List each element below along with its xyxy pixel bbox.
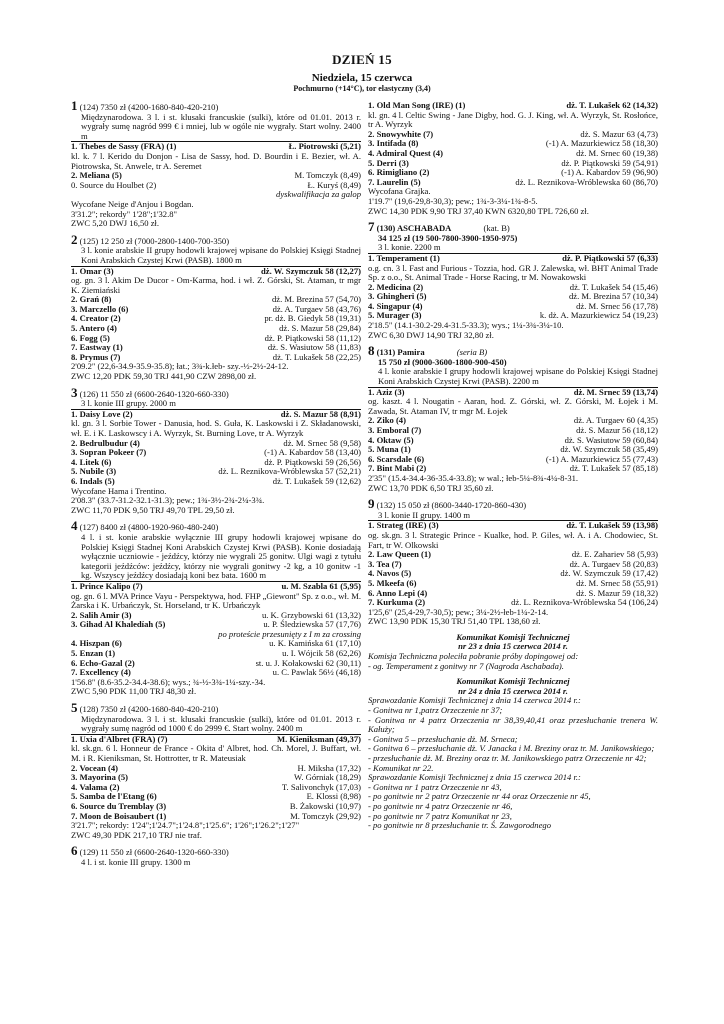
places-list — [71, 764, 361, 822]
horse-name: 2. Bedrulbudur (4) — [71, 437, 140, 448]
winner-pedigree: o.g. cn. 3 l. Fast and Furious - Tozzia, hod. GR J. Zalewska, wł. BHT Animal Trade Sp. z o.o., St. Animal Trade - Horse Racing, tr M. Nowakowski — [368, 262, 658, 283]
race-note: dyskwalifikacja za galop — [276, 189, 361, 200]
winner-row: 1. Aziz (3) dż. M. Srnec 59 (13,74) — [368, 386, 658, 397]
race-time: 2'35" (15.4-34.4-36-35.4-33.8); w wal.; łeb-5¼-8¾-4¼-8-31. — [368, 472, 579, 483]
race-conditions: Międzynarodowa. 3 l. i st. klusaki francuskie (sulki), które od 01.01. 2013 r. wygrały sumę nagród od 1000 € do 2999 €. Start wolny. 2400 m — [81, 713, 361, 734]
places-list — [71, 639, 361, 677]
jockey-odds: E. Klossi (8,98) — [306, 791, 361, 802]
horse-name: 4. Litek (6) — [71, 456, 112, 467]
technical-commission-notice-24 — [368, 677, 658, 831]
race-time: 1'19.7" (19,6-29,8-30,3); pew.; 1¾-3-3¼-1¾-8-5. — [368, 195, 538, 206]
jockey-odds: u. K. Kamińska 61 (17,10) — [269, 638, 361, 649]
horse-name: 8. Prymus (7) — [71, 351, 121, 362]
race-4 — [71, 518, 361, 697]
horse-name: 5. Enzan (1) — [71, 648, 116, 659]
jockey-odds: u. P. Śledziewska 57 (17,76) — [263, 619, 361, 630]
horse-name: 5. Derri (3) — [368, 157, 409, 168]
race-time: 3'31.2"; rekordy" 1'28";1'32.8" — [71, 208, 178, 219]
horse-name: 7. Excellency (4) — [71, 667, 131, 678]
horse-name: 2. Vocean (4) — [71, 762, 119, 773]
race-prize: 34 125 zł (19 500-7800-3900-1950-975) — [378, 232, 518, 243]
horse-name: 2. Ziko (4) — [368, 415, 406, 426]
notice-line: - Gonitwa nr 4 patrz Orzeczenia nr 38,39,40,41 oraz przesłuchanie trenera W. Kałuży; — [368, 714, 658, 735]
horse-name: 6. Rimigliano (2) — [368, 167, 430, 178]
winner-pedigree: kl. gn. 4 l. Celtic Swing - Jane Digby, hod. G. J. King, wł. A. Wyrzyk, St. Rosłońce, tr A. Wyrzyk — [368, 109, 658, 130]
jockey-odds: (-1) A. Mazurkiewicz 55 (77,43) — [545, 453, 658, 464]
jockey-odds: dż. T. Lukašek 57 (85,18) — [569, 463, 658, 474]
race-payouts: ZWC 49,30 PDK 217,10 TRJ nie traf. — [71, 829, 202, 840]
horse-name: 3. Mayorina (5) — [71, 772, 129, 783]
page-title: DZIEŃ 15 — [332, 52, 392, 67]
horse-name: 4. Navos (5) — [368, 568, 412, 579]
notice-line: - po gonitwie nr 4 patrz Orzeczenie nr 46, — [368, 800, 513, 811]
winner-pedigree: og. gn. 3 l. Akim De Ducor - Om-Karma, hod. i wł. Z. Górski, St. Ataman, tr mgr K. Ziemiański — [71, 275, 361, 295]
notice-line: Komisja Techniczna poleciła pobranie próby dopingowej od: — [368, 651, 579, 662]
horse-name: 5. Mkeefa (6) — [368, 577, 417, 588]
race-conditions: Międzynarodowa. 3 l. i st. klusaki francuskie (sulki), które od 01.01. 2013 r. wygrały sumę nagród 999 € i mniej, lub w ogóle nie wygrały. Start wolny. 2400 m — [81, 111, 361, 141]
race-header: (128) 7350 zł (4200-1680-840-420-210) — [79, 704, 219, 715]
jockey-odds: k. dż. A. Mazurkiewicz 54 (19,23) — [539, 310, 658, 321]
jockey-odds: u. K. Grzybowski 61 (13,32) — [261, 609, 361, 620]
jockey-odds: B. Żakowski (10,97) — [289, 800, 361, 811]
race-number: 3 — [71, 384, 78, 400]
places-list — [368, 550, 658, 608]
horse-name: 6. Indals (5) — [71, 475, 115, 486]
race-category: (kat. B) — [483, 223, 510, 234]
notice-line: - po gonitwie nr 8 przesłuchanie tr. Ś. Zawgorodnego — [368, 820, 552, 831]
horse-name: 4. Singapur (4) — [368, 300, 423, 311]
race-number: 4 — [71, 518, 78, 534]
right-column — [368, 101, 658, 831]
race-2 — [71, 231, 361, 382]
race-note: po proteście przesunięty z I m za crossing — [218, 628, 361, 639]
winner-row: 1. Daisy Love (2) dż. S. Mazur 58 (8,91) — [71, 408, 361, 419]
horse-name: 6. Scarsdale (6) — [368, 453, 425, 464]
horse-name: 7. Eastway (1) — [71, 342, 123, 353]
race-time: 2'18.5" (14.1-30.2-29.4-31.5-33.3); wys.; 1¼-3¾-3¼-10. — [368, 320, 564, 331]
race-number: 5 — [71, 700, 78, 716]
race-number: 7 — [368, 219, 375, 235]
day-subtitle: Niedziela, 15 czerwca — [311, 72, 413, 84]
horse-name: 4. Admiral Quest (4) — [368, 147, 443, 158]
jockey-odds: st. u. J. Kołakowski 62 (30,11) — [255, 657, 361, 668]
horse-name: 5. Murager (3) — [368, 310, 422, 321]
horse-name: 4. Valama (2) — [71, 781, 120, 792]
jockey-odds: dż. W. Szymczuk 58 (35,49) — [560, 444, 658, 455]
jockey-odds: M. Tomczyk (29,92) — [290, 810, 361, 821]
jockey-odds: T. Salivonchyk (17,03) — [281, 781, 361, 792]
jockey-odds: dż. S. Mazur 63 (4,73) — [580, 128, 658, 139]
winner-row: 1. Temperament (1) dż. P. Piątkowski 57 (6,33) — [368, 252, 658, 263]
race-9 — [368, 496, 658, 627]
jockey-odds: dż. L. Reznikova-Wróblewska 57 (52,21) — [218, 466, 361, 477]
notice-body — [368, 652, 658, 671]
jockey-odds: dż. T. Lukašek 54 (15,46) — [569, 281, 658, 292]
winner-row: 1. Uxia d'Albret (FRA) (7) M. Kieniksman (49,37) — [71, 733, 361, 744]
race-conditions: 3 l. konie III grupy. 2000 m — [81, 398, 176, 409]
winner-pedigree: kl. gn. 3 l. Sorbie Tower - Danusia, hod. S. Guła, K. Laskowski i Z. Składanowski, wł. E. i K. Laskowscy i A. Wyrzyk, St. Burning Love, tr A. Wyrzyk — [71, 418, 361, 438]
race-time: 2'08.3" (33.7-31.2-32.1-31.3); pew.; 1¾-3½-2¾-2¼-3¾. — [71, 495, 265, 506]
winner-pedigree: kl. sk.gn. 6 l. Honneur de France - Okita d' Albret, hod. Ch. Morel, J. Buffart, wł. M. i R. Kieniksman, St. Hottrotter, tr R. Mateusiak — [71, 743, 361, 763]
horse-name: 3. Ghingheri (5) — [368, 291, 427, 302]
race-payouts: ZWC 11,70 PDK 9,50 TRJ 49,70 TPL 29,50 zł. — [71, 504, 235, 515]
place-row: 2. Meliana (5) M. Tomczyk (8,49) — [71, 170, 361, 181]
horse-name: 7. Bint Mabi (2) — [368, 463, 427, 474]
race-payouts: ZWC 6,30 DWJ 14,90 TRJ 32,80 zł. — [368, 329, 494, 340]
horse-name: 7. Kurkuma (2) — [368, 597, 426, 608]
horse-name: 2. Snowywhite (7) — [368, 128, 434, 139]
notice-line: - Gonitwa 5 – przesłuchanie dż. M. Srneca; — [368, 733, 518, 744]
jockey-odds: dż. M. Srnec 58 (55,91) — [576, 577, 658, 588]
race-header: (124) 7350 zł (4200-1680-840-420-210) — [79, 102, 219, 112]
jockey-odds: dż. S. Mazur 58 (29,84) — [279, 323, 361, 334]
notice-line: - og. Temperament z gonitwy nr 7 (Nagroda Aschabada). — [368, 660, 564, 671]
horse-name: 6. Source du Tremblay (3) — [71, 800, 167, 811]
places-list — [368, 283, 658, 321]
jockey-odds: dż. T. Lukašek 59 (12,62) — [272, 475, 361, 486]
jockey-odds: W. Górniak (18,29) — [294, 772, 361, 783]
winner-row: 1. Thebes de Sassy (FRA) (1) Ł. Piotrowski (5,21) — [71, 141, 361, 152]
jockey-odds: (-1) A. Kabardov 59 (96,90) — [561, 167, 658, 178]
horse-name: 2. Medicina (2) — [368, 281, 424, 292]
jockey-odds: u. C. Pawlak 56½ (46,18) — [272, 667, 361, 678]
jockey-odds: dż. M. Brezina 57 (10,34) — [568, 291, 658, 302]
horse-name: 6. Fogg (5) — [71, 332, 110, 343]
horse-name: 4. Creator (2) — [71, 313, 121, 324]
scratched: Wycofane Neige d'Anjou i Bogdan. — [71, 198, 194, 209]
horse-name: 3. Sopran Pokeer (7) — [71, 447, 147, 458]
notice-title: Komunikat Komisji Technicznej — [456, 631, 570, 642]
race-conditions: 4 l. i st. konie arabskie wyłącznie III grupy hodowli krajowej wpisane do Polskiej Księgi Stadnej Koni Arabskich Czystej Krwi (PASB). Konie dosiadają wyłącznie uczniowie - jeźdźcy, którzy nie wygrali 25 gonitw. Ulgi wagi z tytułu kategorii jeźdźców: jeźdźcy, którzy nie wygrali gonitwy -2 kg, a 10 gonitw -1 kg. Wszyscy jeźdźcy dosiadają koni bez bata. 1600 m — [81, 531, 361, 581]
race-6 — [71, 843, 361, 867]
race-header: (125) 12 250 zł (7000-2800-1400-700-350) — [79, 235, 230, 246]
jockey-odds: dż. P. Piątkowski 59 (26,56) — [264, 456, 361, 467]
horse-name: 3. Emboral (7) — [368, 425, 422, 435]
technical-commission-notice-23 — [368, 633, 658, 671]
jockey-odds: dż. S. Wasiutow 58 (11,83) — [267, 342, 361, 353]
winner-pedigree: og. gn. 6 l. MVA Prince Vayu - Perspektywa, hod. FHP „Giewont" Sp. z o.o., wł. M. Żarska i K. Urbańczyk, St. Horseland, tr K. Urbańczyk — [71, 590, 361, 611]
race-category: (seria B) — [456, 347, 488, 358]
race-conditions: 4 l. konie arabskie I grupy hodowli krajowej wpisane do Polskiej Księgi Stadnej Koni Arabskich Czystej Krwi (PASB). 2200 m — [378, 366, 658, 387]
horse-name: 3. Tea (7) — [368, 558, 402, 569]
notice-line: - przesłuchanie dż. M. Breziny oraz tr. M. Janikowskiego patrz Orzeczenie nr 42; — [368, 753, 647, 763]
race-header: (129) 11 550 zł (6600-2640-1320-660-330) — [79, 847, 229, 858]
places-list — [71, 295, 361, 362]
race-number: 6 — [71, 843, 78, 859]
horse-name: 6. Anno Lepi (4) — [368, 587, 428, 598]
weather-conditions: Pochmurno (+14°C), tor elastyczny (3,4) — [293, 84, 431, 93]
notice-line: - po gonitwie nr 7 patrz Komunikat nr 23, — [368, 810, 512, 821]
notice-line: Sprawozdanie Komisji Technicznej z dnia 15 czerwca 2014 r.: — [368, 772, 581, 783]
jockey-odds: dż. M. Srnec 58 (9,58) — [283, 437, 361, 448]
jockey-odds: dż. T. Lukašek 58 (22,25) — [272, 351, 361, 362]
jockey-odds: dż. S. Mazur 56 (18,12) — [576, 425, 658, 435]
race-payouts: ZWC 5,20 DWJ 16,50 zł. — [71, 218, 160, 229]
race-5 — [71, 700, 361, 840]
places-list — [368, 416, 658, 474]
race-number: 8 — [368, 343, 375, 359]
jockey-odds: (-1) A. Mazurkiewicz 58 (18,30) — [545, 138, 658, 149]
scratched: Wycofana Grajka. — [368, 186, 431, 197]
race-time: 1'56.8" (8.6-35.2-34.4-38.6); wys.; ¾-½-3¾-1¼-szy.-34. — [71, 676, 266, 687]
race-header: (130) ASCHABADA — [376, 223, 452, 234]
race-conditions: 3 l. konie arabskie II grupy hodowli krajowej wpisane do Polskiej Księgi Stadnej Koni Arabskich Czystej Krwi (PASB). 1800 m — [81, 245, 361, 265]
horse-name: 5. Samba de l'Etang (6) — [71, 791, 157, 802]
race-8 — [368, 343, 658, 493]
places-list — [71, 611, 361, 630]
horse-name: 2. Salih Amir (3) — [71, 609, 132, 620]
notice-line: - Gonitwa 6 – przesłuchanie dż. V. Janacka i M. Breziny oraz tr. M. Janikowskiego; — [368, 743, 655, 754]
race-number: 1 — [71, 98, 78, 113]
race-conditions: 3 l. konie. 2200 m — [378, 242, 441, 253]
race-payouts: ZWC 5,90 PDK 11,00 TRJ 48,30 zł. — [71, 686, 197, 697]
jockey-odds: dż. S. Mazur 59 (18,32) — [576, 587, 658, 598]
race-header: (126) 11 550 zł (6600-2640-1320-660-330) — [79, 388, 229, 399]
winner-row: 1. Omar (3) dż. W. Szymczuk 58 (12,27) — [71, 265, 361, 276]
jockey-odds: dż. A. Turgaev 58 (20,83) — [569, 558, 658, 569]
race-header: (131) Pamira — [376, 347, 425, 358]
race-time: 1'25,6" (25,4-29,7-30,5); pew.; 3¼-2½-łeb-1¼-2-14. — [368, 606, 549, 617]
race-7 — [368, 219, 658, 340]
race-1 — [71, 98, 361, 229]
jockey-odds: dż. P. Piątkowski 59 (54,91) — [561, 157, 658, 168]
jockey-odds: (-1) A. Kabardov 58 (13,40) — [264, 447, 361, 458]
race-conditions: 3 l. konie II grupy. 1400 m — [378, 509, 471, 520]
notice-title: Komunikat Komisji Technicznej — [456, 676, 570, 687]
race-payouts: ZWC 13,90 PDK 15,30 TRJ 51,40 TPL 138,60 zł. — [368, 616, 541, 627]
jockey-odds: u. I. Wójcik 58 (62,26) — [282, 648, 361, 659]
jockey-odds: dż. M. Srnec 60 (19,38) — [576, 147, 658, 158]
jockey-odds: dż. S. Wasiutow 59 (60,84) — [564, 434, 658, 445]
notice-number: nr 23 z dnia 15 czerwca 2014 r. — [458, 641, 568, 652]
winner-pedigree: kl. k. 7 l. Kerido du Donjon - Lisa de Sassy, hod. D. Bourdin i E. Bezier, wł. A. Piotrowska, St. Anwele, tr A. Seremet — [71, 150, 361, 171]
notice-line: - Gonitwa nr 1,patrz Orzeczenie nr 37; — [368, 705, 503, 716]
place-row: 0. Source du Houlbet (2) Ł. Kuryś (8,49) — [71, 179, 361, 190]
jockey-odds: dż. P. Piątkowski 58 (11,12) — [264, 332, 361, 343]
jockey-odds: dż. M. Brezina 57 (54,70) — [271, 294, 361, 305]
notice-line: - Komunikat nr 22. — [368, 762, 434, 773]
left-column — [71, 98, 361, 874]
places-list — [368, 130, 658, 188]
race-number: 2 — [71, 231, 78, 247]
horse-name: 6. Echo-Gazal (2) — [71, 657, 135, 668]
horse-name: 3. Gihad Al Khaledíah (5) — [71, 619, 166, 630]
horse-name: 7. Laurelin (5) — [368, 176, 421, 187]
winner-pedigree: og. sk.gn. 3 l. Strategic Prince - Kualke, hod. P. Giles, wł. A. i A. Chodowiec, St. Fart, tr W. Olkowski — [368, 529, 658, 550]
race-payouts: ZWC 13,70 PDK 6,50 TRJ 35,60 zł. — [368, 482, 494, 493]
scratched: Wycofane Hama i Trentino. — [71, 485, 167, 496]
jockey-odds: dż. A. Turgaev 60 (4,35) — [573, 415, 658, 426]
race-conditions: 4 l. i st. konie III grupy. 1300 m — [81, 856, 191, 867]
horse-name: 2. Law Queen (1) — [368, 549, 432, 560]
places-list — [71, 439, 361, 487]
jockey-odds: dż. E. Zahariev 58 (5,93) — [571, 549, 658, 560]
race-prize: 15 750 zł (9000-3600-1800-900-450) — [378, 356, 507, 367]
race-header: (132) 15 050 zł (8600-3440-1720-860-430) — [376, 500, 527, 511]
race-payouts: ZWC 12,20 PDK 59,30 TRJ 441,90 CZW 2898,00 zł. — [71, 371, 257, 382]
horse-name: 4. Oktaw (5) — [368, 434, 414, 445]
notice-line: - Gonitwa nr 1 patrz Orzeczenie nr 43, — [368, 781, 502, 792]
jockey-odds: dż. M. Srnec 56 (17,78) — [576, 300, 658, 311]
horse-name: 7. Moon de Boisaubert (1) — [71, 810, 167, 821]
jockey-odds: dż. W. Szymczuk 59 (17,42) — [560, 568, 658, 579]
winner-row: 1. Prince Kalipo (7) u. M. Szabla 61 (5,95) — [71, 580, 361, 591]
notice-body — [368, 696, 658, 830]
notice-line: Sprawozdanie Komisji Technicznej z dnia 14 czerwca 2014 r.: — [368, 695, 581, 706]
winner-row: 1. Strateg (IRE) (3) dż. T. Lukašek 59 (13,98) — [368, 520, 658, 531]
jockey-odds: dż. A. Turgaev 58 (43,76) — [272, 303, 361, 314]
horse-name: 3. Marczello (6) — [71, 303, 129, 314]
race-time: 2'09.2" (22,6-34.9-35.9-35.8); łat.; 3¾-k.łeb- szy.-½-2½-24-12. — [71, 361, 289, 372]
jockey-odds: dż. L. Reznikova-Wróblewska 60 (86,70) — [515, 176, 658, 187]
race-payouts: ZWC 14,30 PDK 9,90 TRJ 37,40 KWN 6320,80 TPL 726,60 zł. — [368, 205, 589, 216]
horse-name: 4. Hiszpan (6) — [71, 638, 122, 649]
horse-name: 5. Antero (4) — [71, 323, 117, 334]
horse-name: 2. Grań (8) — [71, 294, 112, 305]
notice-line: - po gonitwie nr 2 patrz Orzeczenie nr 44 oraz Orzeczenie nr 45, — [368, 791, 591, 802]
horse-name: 5. Nubile (3) — [71, 466, 117, 477]
race-number: 9 — [368, 496, 375, 512]
notice-number: nr 24 z dnia 15 czerwca 2014 r. — [458, 685, 568, 696]
jockey-odds: H. Miksha (17,32) — [297, 762, 361, 773]
jockey-odds: pr. dż. B. Giedyk 58 (19,31) — [264, 313, 361, 324]
race-6-results — [368, 101, 658, 216]
race-time: 3'21.7"; rekordy: 1'24";1'24.7";1'24.8";1'25.6"; 1'26";1'26.2";1'27" — [71, 820, 300, 831]
horse-name: 5. Muna (1) — [368, 444, 411, 455]
jockey-odds: dż. L. Reznikova-Wróblewska 54 (106,24) — [511, 597, 658, 608]
winner-pedigree: og. kaszt. 4 l. Nougatin - Aaran, hod. Z. Górski, wł. Z. Górski, M. Łojek i M. Zawada, St. Ataman IV, tr mgr M. Łojek — [368, 396, 658, 416]
race-header: (127) 8400 zł (4800-1920-960-480-240) — [79, 522, 219, 533]
race-3 — [71, 384, 361, 516]
horse-name: 3. Intifada (8) — [368, 138, 419, 149]
winner-row: 1. Old Man Song (IRE) (1) dż. T. Lukašek 62 (14,32) — [368, 100, 658, 110]
